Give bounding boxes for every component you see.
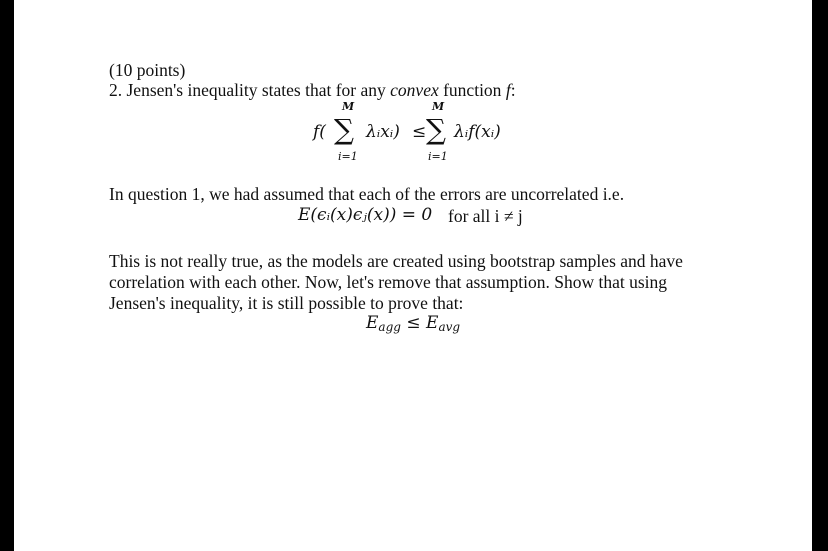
intro-suffix: function — [438, 80, 506, 100]
sum2-lower-limit: i=1 — [428, 150, 448, 163]
sum1-upper-limit: M — [342, 100, 355, 113]
paragraph-line-2: correlation with each other. Now, let's remove that assumption. Show that using — [109, 272, 668, 292]
problem-statement — [109, 80, 516, 100]
intro-emphasis: convex — [390, 80, 439, 100]
paragraph-uncorrelated: In question 1, we had assumed that each of the errors are uncorrelated i.e. — [109, 184, 625, 204]
lhs-function: f( — [313, 122, 326, 142]
document-page — [14, 0, 812, 551]
sum1-lower-limit: i=1 — [338, 150, 358, 163]
uncorrelated-expression: E(ϵᵢ(x)ϵⱼ(x)) = 0 — [298, 205, 433, 225]
intro-colon: : — [510, 80, 516, 100]
sum1-symbol: ∑ — [334, 113, 354, 146]
intro-var: f — [505, 80, 511, 100]
final-lhs-subscript: agg — [378, 320, 401, 334]
points-label: (10 points) — [109, 60, 186, 80]
final-rhs-subscript: avg — [438, 320, 461, 334]
final-relation: ≤ — [406, 313, 421, 333]
uncorrelated-condition: for all i ≠ j — [448, 206, 523, 226]
rhs-term: λᵢf(xᵢ) — [454, 122, 501, 142]
sum2-upper-limit: M — [432, 100, 445, 113]
final-lhs: E — [366, 313, 379, 333]
paragraph-line-1: This is not really true, as the models are created using bootstrap samples and have — [109, 251, 683, 271]
intro-prefix: 2. Jensen's inequality states that for any — [109, 80, 391, 100]
final-rhs: E — [426, 313, 439, 333]
final-formula — [366, 313, 460, 334]
sum2-symbol: ∑ — [426, 113, 446, 146]
lhs-term: λᵢxᵢ) — [366, 122, 400, 142]
paragraph-line-3: Jensen's inequality, it is still possible to prove that: — [109, 293, 464, 313]
jensen-relation: ≤ — [412, 122, 427, 142]
